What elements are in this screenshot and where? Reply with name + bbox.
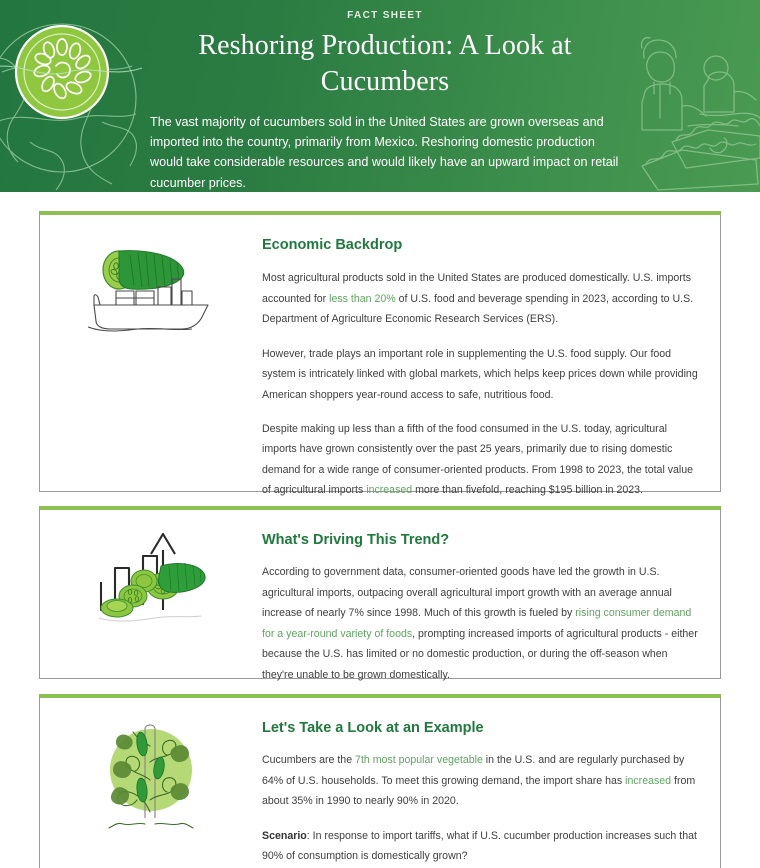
card-body (262, 510, 720, 685)
cucumber-vine-plant-icon (97, 712, 205, 836)
text-run: Despite making up less than a fifth of the food consumed in the U.S. today, agricultural imports have grown consistently over the past 25 years, primarily due to rising domestic demand for a wide range of consumer-oriented products. From 1998 to 2023, the total value of agricultural imports (262, 423, 694, 497)
paragraph (262, 562, 698, 685)
card-title: Let's Take a Look at an Example (262, 720, 484, 736)
section-card-economic-backdrop (39, 211, 721, 497)
card-paragraphs (262, 562, 698, 685)
page-title: Reshoring Production: A Look at Cucumbers (198, 30, 572, 97)
section-card-driving-trend (39, 506, 721, 679)
rising-bar-chart-with-cucumbers-icon (91, 524, 211, 630)
paragraph (262, 750, 698, 811)
page-header (0, 0, 760, 192)
highlighted-text: increased (625, 774, 672, 787)
cargo-ship-with-cucumber-icon (86, 247, 216, 335)
text-run: of U.S. food and beverage spending in 2023, according to U.S. Department of Agriculture Economic Research Services (ERS). (262, 292, 694, 326)
card-figure (40, 215, 262, 335)
section-card-example (39, 694, 721, 868)
paragraph (262, 344, 698, 405)
paragraph (262, 419, 698, 501)
text-run: Most agricultural products sold in the United States are produced domestically. U.S. imports accounted for (262, 272, 692, 305)
highlighted-text: less than 20% (329, 292, 396, 305)
header-text-block (150, 10, 620, 192)
highlighted-text: rising consumer demand for a year-round variety of foods (262, 607, 692, 640)
text-run: in the U.S. and are regularly purchased by 64% of U.S. households. To meet this growing demand, the import share has (262, 754, 685, 787)
text-run: , prompting increased imports of agricultural products - either because the U.S. has limited or no domestic production, or during the off-season when they're unable to be grown domestically. (262, 627, 698, 681)
card-body (262, 215, 720, 501)
card-paragraphs (262, 750, 698, 866)
card-figure (40, 698, 262, 836)
card-title: What's Driving This Trend? (262, 532, 450, 548)
card-body (262, 698, 720, 867)
card-title: Economic Backdrop (262, 237, 403, 253)
highlighted-text: increased (366, 484, 413, 497)
card-paragraphs (262, 268, 698, 500)
eyebrow-label: FACT SHEET (347, 10, 423, 21)
paragraph (262, 268, 698, 329)
text-run: more than fivefold, reaching $195 billion in 2023. (412, 484, 644, 497)
content-area (0, 211, 760, 868)
market-vendors-line-art-icon (630, 18, 760, 192)
text-run: However, trade plays an important role in supplementing the U.S. food supply. Our food system is intricately linked with global markets, which helps keep prices down while providing American shoppers year-round access to safe, nutritious food. (262, 347, 698, 401)
lead-in-label: Scenario (262, 829, 307, 842)
card-figure (40, 510, 262, 630)
paragraph (262, 826, 698, 867)
text-run: from about 35% in 1990 to nearly 90% in 2020. (262, 774, 696, 808)
text-run: According to government data, consumer-oriented goods have led the growth in U.S. agricultural imports, outpacing overall agricultural import growth with an average annual increase of nearly 7% since 1998. Much of this growth is fueled by (262, 566, 672, 620)
text-run: : In response to import tariffs, what if U.S. cucumber production increases such that 90% of consumption is domestically grown? (262, 829, 697, 863)
highlighted-text: 7th most popular vegetable (355, 754, 483, 767)
text-run: Cucumbers are the (262, 754, 356, 767)
page-subtitle: The vast majority of cucumbers sold in the United States are grown overseas and imported into the country, primarily from Mexico. Reshoring domestic production would take considerable resources and would likely have an upward impact on retail cucumber prices. (150, 114, 619, 190)
